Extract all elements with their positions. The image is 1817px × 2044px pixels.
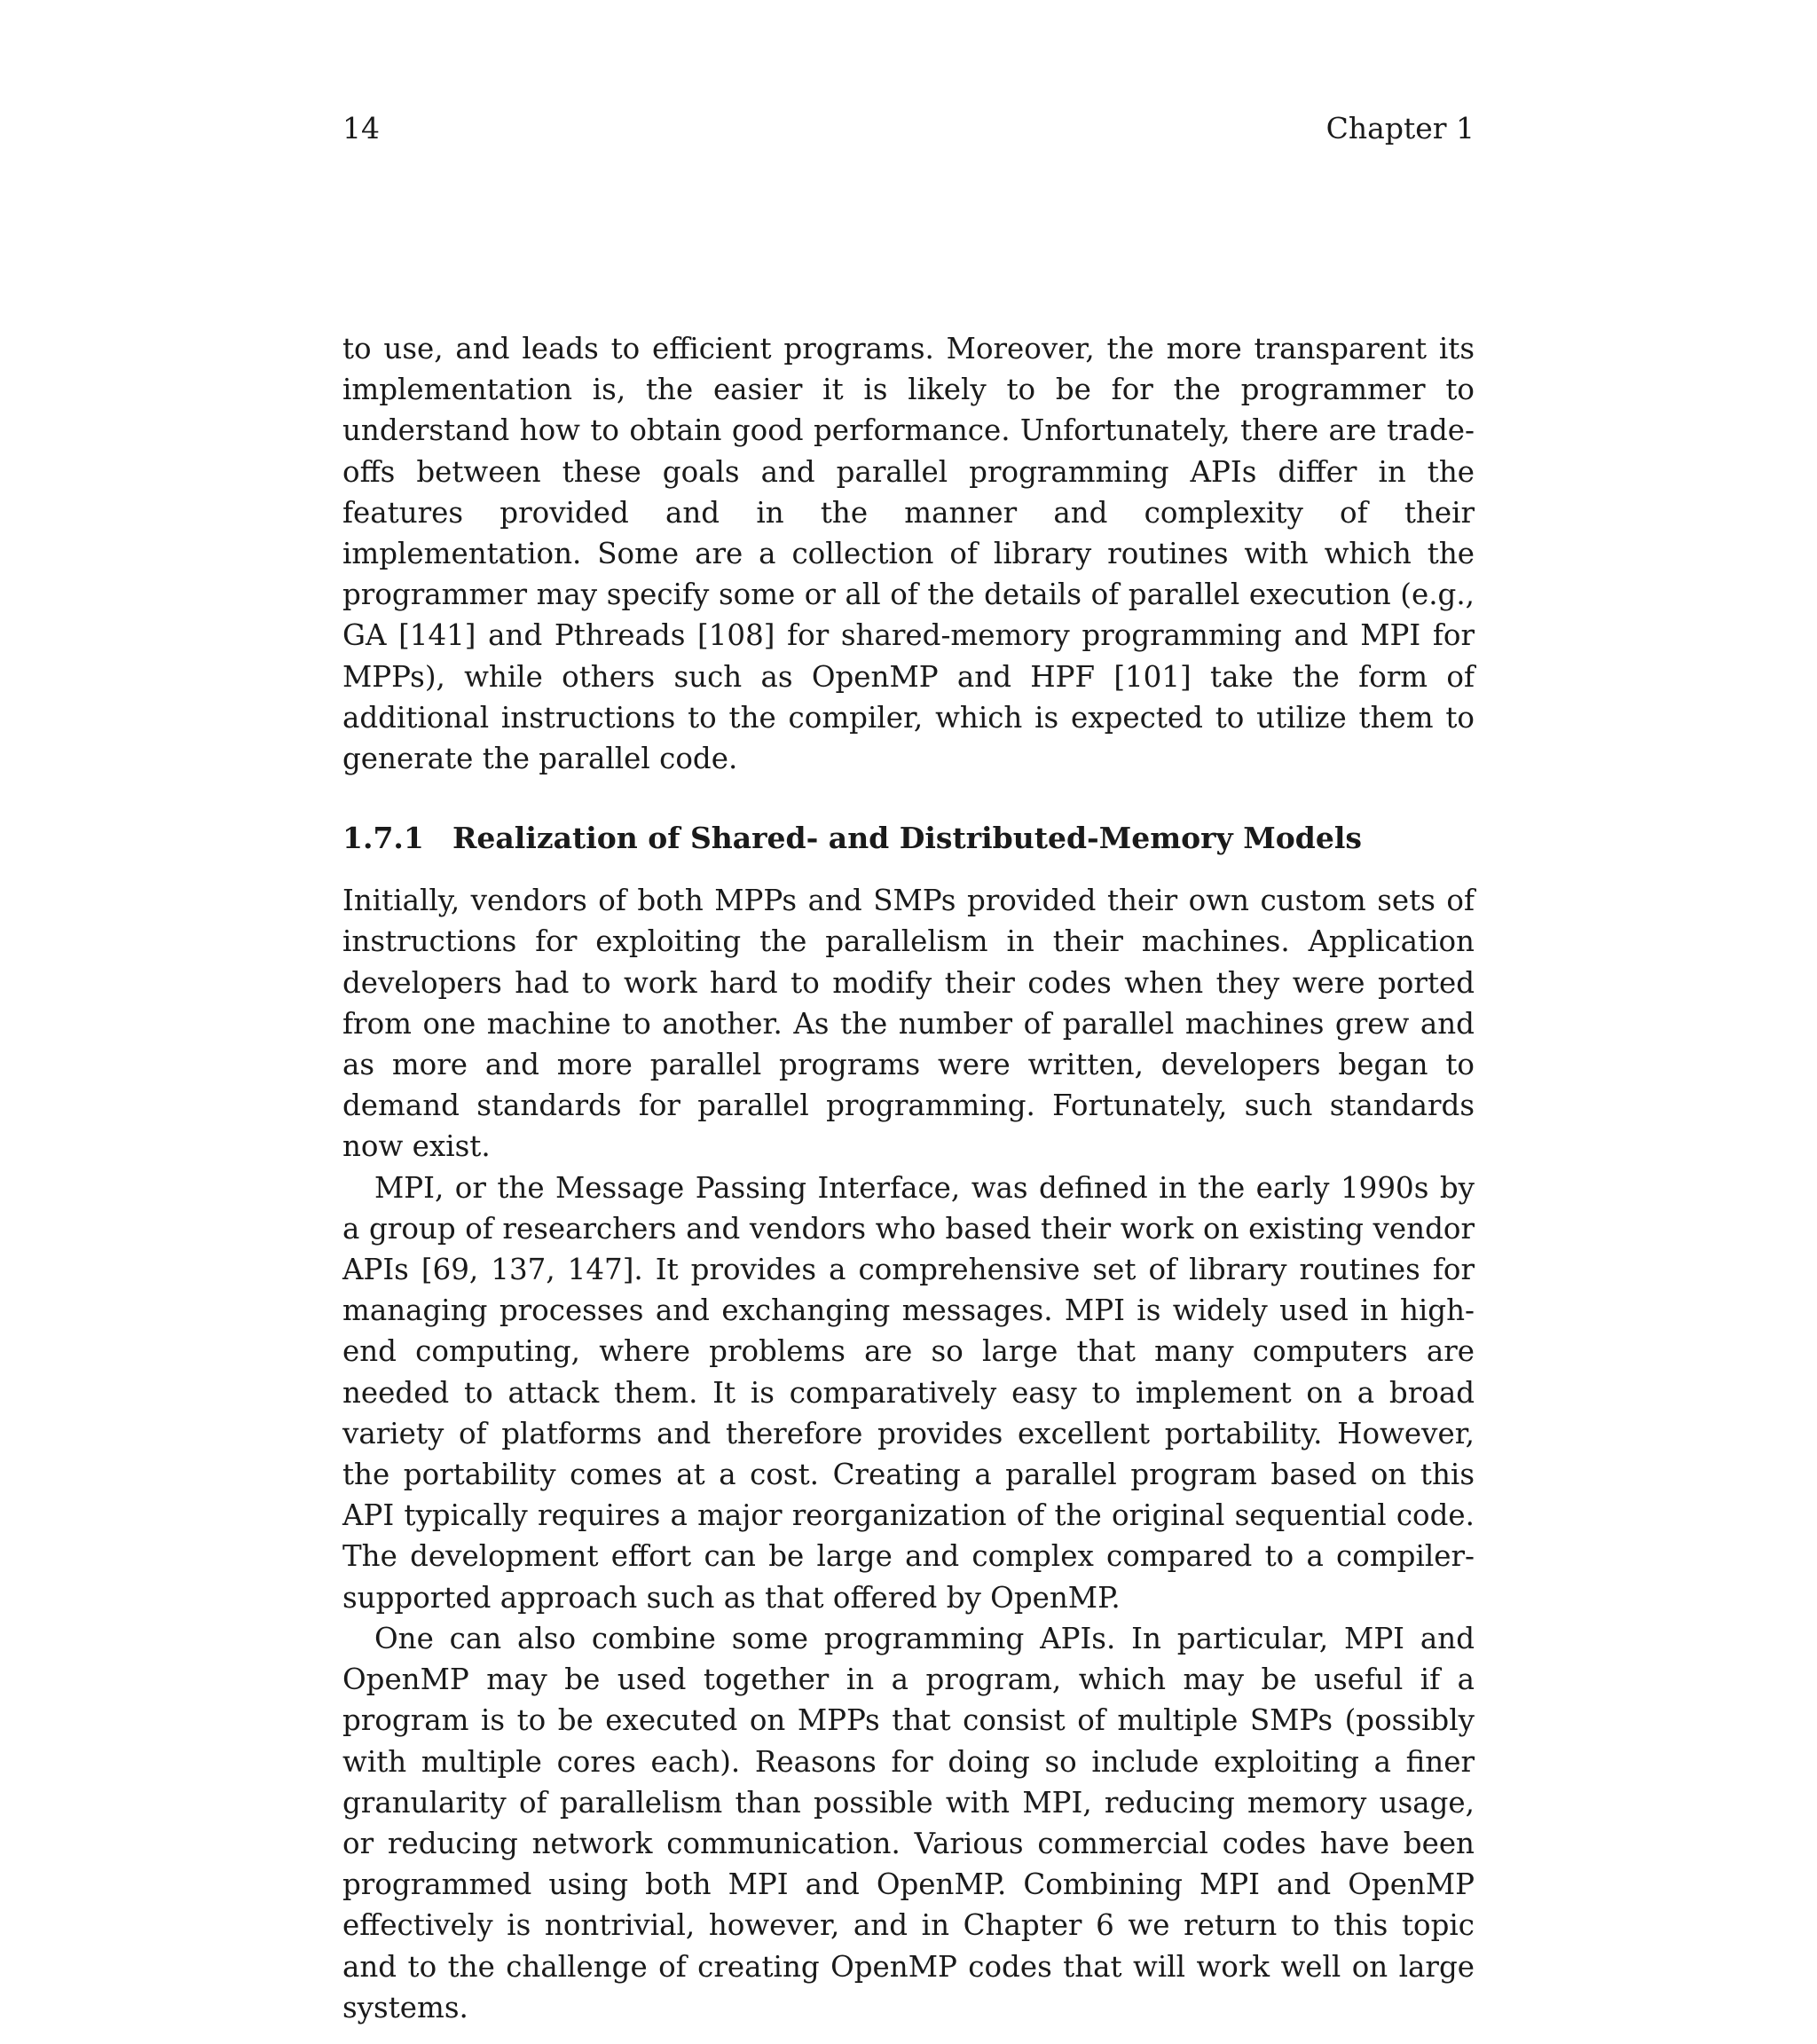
chapter-label: Chapter 1	[1325, 111, 1475, 145]
paragraph-continued: to use, and leads to efficient programs. Moreover, the more transparent its implementation is, the easier it is likely to be for the programmer to understand how to obtain good performance. Unfortunately, there are trade-offs between these goals and parallel programming APIs differ in the features provided and in the manner and complexity of their implementation. Some are a collection of library routines with which the programmer may specify some or all of the details of parallel execution (e.g., GA [141] and Pthreads [108] for shared-memory programming and MPI for MPPs), while others such as OpenMP and HPF [101] take the form of additional instructions to the compiler, which is expected to utilize them to generate the parallel code.	[342, 332, 1475, 776]
section-title: Realization of Shared- and Distributed-Memory Models	[452, 821, 1362, 856]
paragraph-hybrid: One can also combine some programming APIs. In particular, MPI and OpenMP may be used together in a program, which may be useful if a program is to be executed on MPPs that consist of multiple SMPs (possibly with multiple cores each). Reasons for doing so include exploiting a finer granularity of parallelism than possible with MPI, reducing memory usage, or reducing network communication. Various commercial codes have been programmed using both MPI and OpenMP. Combining MPI and OpenMP effectively is nontrivial, however, and in Chapter 6 we return to this topic and to the challenge of creating OpenMP codes that will work well on large systems.	[342, 1621, 1475, 2024]
page-number: 14	[342, 111, 380, 145]
page-content	[342, 328, 1475, 2028]
paragraph-mpi: MPI, or the Message Passing Interface, was defined in the early 1990s by a group of researchers and vendors who based their work on existing vendor APIs [69, 137, 147]. It provides a comprehensive set of library routines for managing processes and exchanging messages. MPI is widely used in high-end computing, where problems are so large that many computers are needed to attack them. It is comparatively easy to implement on a broad variety of platforms and therefore provides excellent portability. However, the portability comes at a cost. Creating a parallel program based on this API typically requires a major reorganization of the original sequential code. The development effort can be large and complex compared to a compiler-supported approach such as that offered by OpenMP.	[342, 1170, 1475, 1615]
paragraph-standards: Initially, vendors of both MPPs and SMPs provided their own custom sets of instructions for exploiting the parallelism in their machines. Application developers had to work hard to modify their codes when they were ported from one machine to another. As the number of parallel machines grew and as more and more parallel programs were written, developers began to demand standards for parallel programming. Fortunately, such standards now exist.	[342, 884, 1475, 1164]
section-number: 1.7.1	[342, 821, 424, 856]
section-heading	[342, 818, 1475, 859]
running-head	[342, 106, 1475, 151]
